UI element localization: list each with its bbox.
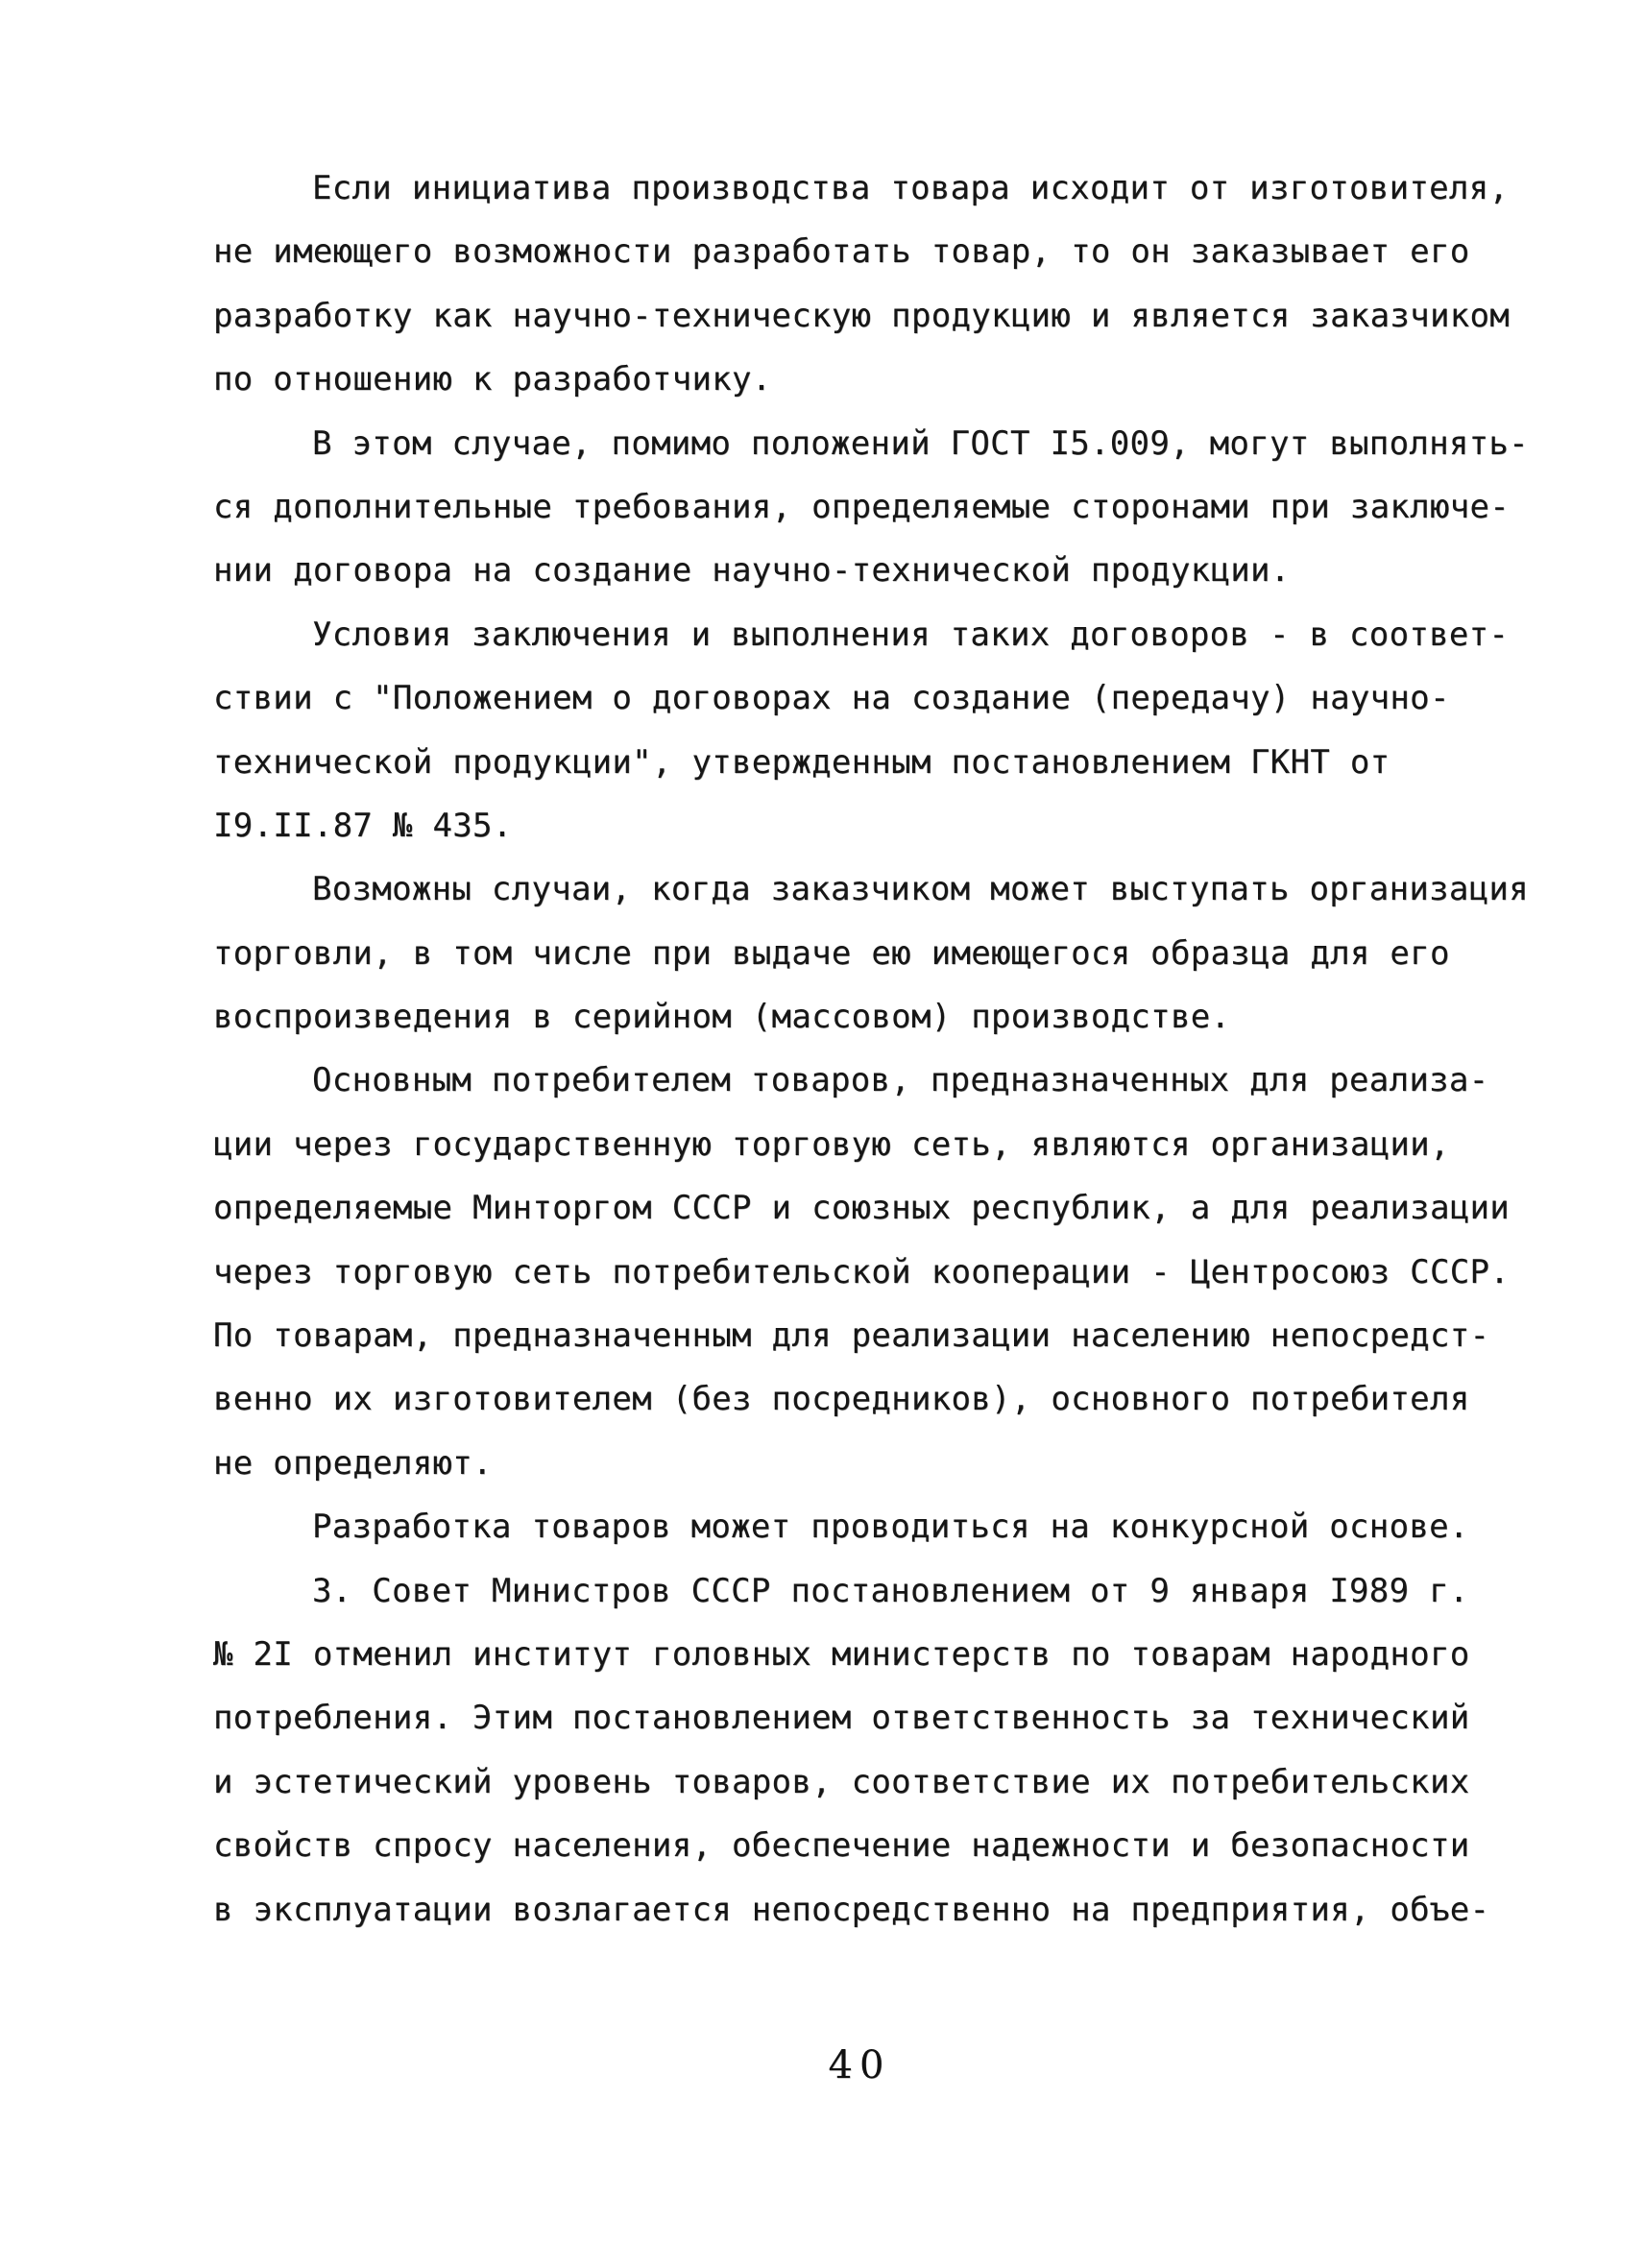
text-line: В этом случае, помимо положений ГОСТ I5.009, могут выполнять-: [312, 423, 1529, 463]
text-line: не определяют.: [213, 1443, 493, 1483]
text-line: нии договора на создание научно-технической продукции.: [213, 551, 1291, 591]
text-line: и эстетический уровень товаров, соответствие их потребительских: [213, 1762, 1470, 1801]
text-line: технической продукции", утвержденным постановлением ГКНТ от: [213, 742, 1390, 782]
text-line: воспроизведения в серийном (массовом) производстве.: [213, 998, 1231, 1037]
text-line: ции через государственную торговую сеть, являются организации,: [213, 1124, 1450, 1164]
text-line: свойств спросу населения, обеспечение надежности и безопасности: [213, 1826, 1470, 1866]
text-line: по отношению к разработчику.: [213, 360, 772, 399]
text-line: разработку как научно-техническую продукцию и является заказчиком: [213, 296, 1511, 335]
text-line: определяемые Минторгом СССР и союзных республик, а для реализации: [213, 1189, 1511, 1228]
text-line: потребления. Этим постановлением ответственность за технический: [213, 1699, 1470, 1738]
typewritten-text-block: [213, 157, 1577, 1942]
text-line: 3. Совет Министров СССР постановлением от 9 января I989 г.: [312, 1571, 1469, 1610]
text-line: венно их изготовителем (без посредников), основного потребителя: [213, 1380, 1470, 1419]
text-line: через торговую сеть потребительской кооперации - Центросоюз СССР.: [213, 1252, 1511, 1291]
text-line: I9.II.87 № 435.: [213, 806, 513, 845]
text-line: Условия заключения и выполнения таких договоров - в соответ-: [312, 615, 1510, 654]
text-line: По товарам, предназначенным для реализации населению непосредст-: [213, 1316, 1490, 1356]
text-line: не имеющего возможности разработать товар, то он заказывает его: [213, 232, 1470, 272]
text-line: Основным потребителем товаров, предназначенных для реализа-: [312, 1061, 1489, 1100]
text-line: Если инициатива производства товара исходит от изготовителя,: [312, 169, 1510, 207]
text-line: в эксплуатации возлагается непосредственно на предприятия, объе-: [213, 1890, 1490, 1929]
text-line: № 2I отменил институт головных министерств по товарам народного: [213, 1634, 1470, 1674]
page-number: 40: [828, 2043, 891, 2087]
text-line: ствии с "Положением о договорах на создание (передачу) научно-: [213, 679, 1450, 718]
text-line: Разработка товаров может проводиться на конкурсной основе.: [312, 1508, 1469, 1547]
text-line: Возможны случаи, когда заказчиком может выступать организация: [312, 870, 1529, 909]
text-line: торговли, в том числе при выдаче ею имеющегося образца для его: [213, 933, 1450, 973]
text-line: ся дополнительные требования, определяемые сторонами при заключе-: [213, 487, 1511, 526]
